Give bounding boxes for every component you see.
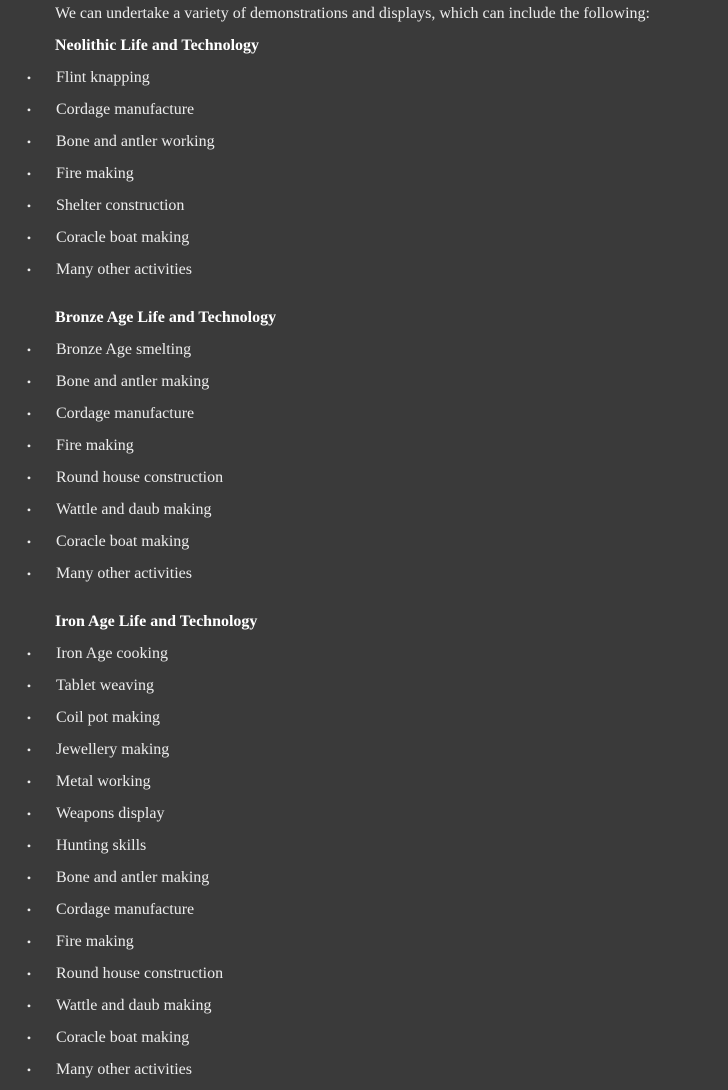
intro-text: We can undertake a variety of demonstrations and displays, which can include the following:: [55, 5, 650, 22]
list-item-text: Metal working: [56, 773, 151, 790]
list-item: [0, 702, 728, 734]
list-item: [0, 558, 728, 590]
bullet-icon: •: [26, 1063, 32, 1077]
bullet-icon: •: [26, 807, 32, 821]
list-item-text: Round house construction: [56, 469, 224, 486]
list-item: [0, 526, 728, 558]
list-item: [0, 670, 728, 702]
list-item-text: Iron Age cooking: [56, 645, 168, 662]
bullet-icon: •: [26, 439, 32, 453]
bullet-icon: •: [26, 999, 32, 1013]
heading-text: Iron Age Life and Technology: [55, 613, 258, 630]
list-item-text: Bone and antler working: [56, 133, 215, 150]
section-heading-bronze-age: [0, 302, 728, 334]
list-item: [0, 126, 728, 158]
bullet-icon: •: [26, 935, 32, 949]
bullet-icon: •: [26, 967, 32, 981]
bullet-icon: •: [26, 775, 32, 789]
list-item-text: Bone and antler making: [56, 373, 210, 390]
bullet-icon: •: [26, 135, 32, 149]
list-item-text: Hunting skills: [56, 837, 147, 854]
bullet-icon: •: [26, 407, 32, 421]
bullet-icon: •: [26, 231, 32, 245]
bullet-icon: •: [26, 903, 32, 917]
section-heading-iron-age: [0, 606, 728, 638]
list-item: [0, 158, 728, 190]
list-item: [0, 958, 728, 990]
list-item-text: Bronze Age smelting: [56, 341, 192, 358]
list-item-text: Fire making: [56, 933, 134, 950]
bullet-icon: •: [26, 199, 32, 213]
list-item: [0, 1022, 728, 1054]
list-item: [0, 926, 728, 958]
list-item: [0, 62, 728, 94]
list-item: [0, 222, 728, 254]
bullet-icon: •: [26, 103, 32, 117]
bullet-icon: •: [26, 343, 32, 357]
bullet-icon: •: [26, 711, 32, 725]
list-item-text: Coracle boat making: [56, 533, 190, 550]
heading-text: Neolithic Life and Technology: [55, 37, 260, 54]
bullet-icon: •: [26, 1031, 32, 1045]
list-item: [0, 462, 728, 494]
list-item: [0, 734, 728, 766]
list-item-text: Wattle and daub making: [56, 501, 212, 518]
list-item-text: Flint knapping: [56, 69, 150, 86]
bullet-icon: •: [26, 679, 32, 693]
list-item-text: Jewellery making: [56, 741, 170, 758]
bullet-icon: •: [26, 871, 32, 885]
list-item: [0, 94, 728, 126]
bullet-icon: •: [26, 567, 32, 581]
list-item-text: Many other activities: [56, 261, 192, 278]
list-item-text: Cordage manufacture: [56, 405, 195, 422]
list-item: [0, 494, 728, 526]
bullet-icon: •: [26, 471, 32, 485]
bullet-icon: •: [26, 839, 32, 853]
list-item-text: Cordage manufacture: [56, 901, 195, 918]
list-item: [0, 798, 728, 830]
list-item-text: Round house construction: [56, 965, 224, 982]
list-item: [0, 430, 728, 462]
list-item: [0, 766, 728, 798]
bullet-icon: •: [26, 503, 32, 517]
list-item: [0, 830, 728, 862]
list-item-text: Weapons display: [56, 805, 165, 822]
intro-line: [0, 0, 728, 28]
list-item-text: Wattle and daub making: [56, 997, 212, 1014]
bullet-icon: •: [26, 743, 32, 757]
bullet-icon: •: [26, 167, 32, 181]
list-item-text: Fire making: [56, 165, 134, 182]
list-item: [0, 398, 728, 430]
list-item-text: Coil pot making: [56, 709, 160, 726]
list-item: [0, 190, 728, 222]
list-item-text: Coracle boat making: [56, 229, 190, 246]
list-item: [0, 894, 728, 926]
list-item-text: Fire making: [56, 437, 134, 454]
bullet-icon: •: [26, 71, 32, 85]
bullet-icon: •: [26, 647, 32, 661]
list-item: [0, 638, 728, 670]
list-item: [0, 862, 728, 894]
list-item: [0, 1054, 728, 1086]
list-item: [0, 990, 728, 1022]
list-item: [0, 334, 728, 366]
list-item-text: Many other activities: [56, 565, 192, 582]
list-item: [0, 366, 728, 398]
bullet-icon: •: [26, 535, 32, 549]
bullet-icon: •: [26, 375, 32, 389]
list-item-text: Tablet weaving: [56, 677, 154, 694]
list-item-text: Many other activities: [56, 1061, 192, 1078]
list-item-text: Shelter construction: [56, 197, 185, 214]
list-item: [0, 254, 728, 286]
list-item-text: Bone and antler making: [56, 869, 210, 886]
list-item-text: Coracle boat making: [56, 1029, 190, 1046]
heading-text: Bronze Age Life and Technology: [55, 309, 277, 326]
bullet-icon: •: [26, 263, 32, 277]
section-heading-neolithic: [0, 30, 728, 62]
list-item-text: Cordage manufacture: [56, 101, 195, 118]
